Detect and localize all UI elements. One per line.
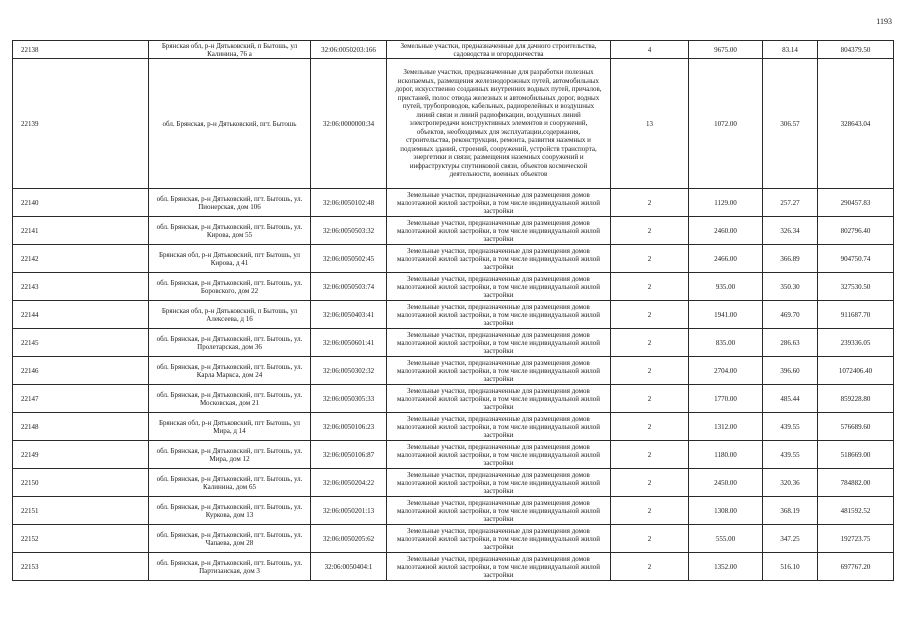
area-cell: 1312.00: [689, 413, 763, 441]
cadastral-number-cell: 32:06:0050204:22: [311, 469, 387, 497]
row-number-cell: 22144: [13, 301, 149, 329]
total-value-cell: 804379.50: [818, 41, 894, 59]
category-code-cell: 2: [611, 553, 689, 581]
land-use-cell: Земельные участки, предназначенные для дачного строительства, садоводства и огородничества: [387, 41, 611, 59]
table-row: [13, 217, 894, 245]
category-code-cell: 2: [611, 217, 689, 245]
address-cell: обл. Брянская, р-н Дятьковский, пгт. Бытошь, ул. Калинина, дом 65: [149, 469, 311, 497]
total-value-cell: 911687.70: [818, 301, 894, 329]
row-number-cell: 22138: [13, 41, 149, 59]
unit-value-cell: 347.25: [763, 525, 818, 553]
cadastral-number-cell: 32:06:0050403:41: [311, 301, 387, 329]
address-cell: Брянская обл, р-н Дятьковский, пгт Бытошь, ул Мира, д 14: [149, 413, 311, 441]
cadastral-number-cell: 32:06:0050302:32: [311, 357, 387, 385]
unit-value-cell: 326.34: [763, 217, 818, 245]
land-use-cell: Земельные участки, предназначенные для разработки полезных ископаемых, размещения железнодорожных путей, автомобильных дорог, искусственно созданных внутренних водных путей, причалов, пристаней, полос отвода железных и автомобильных дорог, водных путей, трубопроводов, кабельных, радиорелейных и воздушных линий связи и линий радиофикации, воздушных линий электропередачи конструктивных элементов и сооружений, объектов, необходимых для эксплуатации,содержания, строительства, реконструкции, ремонта, развития наземных и подземных зданий, строений, сооружений, устройств транспорта, энергетики и связи; размещения наземных сооружений и инфраструктуры спутниковой связи, объектов космической деятельности, военных объектов: [387, 59, 611, 189]
table-row: [13, 41, 894, 59]
table-row: [13, 301, 894, 329]
total-value-cell: 697767.20: [818, 553, 894, 581]
address-cell: обл. Брянская, р-н Дятьковский, пгт. Бытошь, ул. Пролетарская, дом 36: [149, 329, 311, 357]
category-code-cell: 2: [611, 525, 689, 553]
row-number-cell: 22149: [13, 441, 149, 469]
unit-value-cell: 485.44: [763, 385, 818, 413]
unit-value-cell: 257.27: [763, 189, 818, 217]
unit-value-cell: 396.60: [763, 357, 818, 385]
unit-value-cell: 286.63: [763, 329, 818, 357]
table-body: [13, 41, 894, 581]
area-cell: 2704.00: [689, 357, 763, 385]
category-code-cell: 2: [611, 413, 689, 441]
total-value-cell: 518669.00: [818, 441, 894, 469]
total-value-cell: 859228.80: [818, 385, 894, 413]
land-use-cell: Земельные участки, предназначенные для размещения домов малоэтажной жилой застройки, в том числе индивидуальной жилой застройки: [387, 413, 611, 441]
land-use-cell: Земельные участки, предназначенные для размещения домов малоэтажной жилой застройки, в том числе индивидуальной жилой застройки: [387, 385, 611, 413]
area-cell: 2450.00: [689, 469, 763, 497]
cadastral-number-cell: 32:06:0050503:74: [311, 273, 387, 301]
unit-value-cell: 83.14: [763, 41, 818, 59]
area-cell: 9675.00: [689, 41, 763, 59]
total-value-cell: 904750.74: [818, 245, 894, 273]
category-code-cell: 2: [611, 273, 689, 301]
address-cell: обл. Брянская, р-н Дятьковский, пгт. Бытошь, ул. Партизанская, дом 3: [149, 553, 311, 581]
unit-value-cell: 350.30: [763, 273, 818, 301]
address-cell: обл. Брянская, р-н Дятьковский, пгт. Бытошь, ул. Пионерская, дом 106: [149, 189, 311, 217]
cadastral-number-cell: 32:06:0050601:41: [311, 329, 387, 357]
land-use-cell: Земельные участки, предназначенные для размещения домов малоэтажной жилой застройки, в том числе индивидуальной жилой застройки: [387, 553, 611, 581]
unit-value-cell: 320.36: [763, 469, 818, 497]
address-cell: обл. Брянская, р-н Дятьковский, пгт. Бытошь, ул. Московская, дом 21: [149, 385, 311, 413]
category-code-cell: 2: [611, 357, 689, 385]
unit-value-cell: 516.10: [763, 553, 818, 581]
table-row: [13, 59, 894, 189]
area-cell: 835.00: [689, 329, 763, 357]
total-value-cell: 576689.60: [818, 413, 894, 441]
table-row: [13, 469, 894, 497]
land-use-cell: Земельные участки, предназначенные для размещения домов малоэтажной жилой застройки, в том числе индивидуальной жилой застройки: [387, 245, 611, 273]
unit-value-cell: 439.55: [763, 441, 818, 469]
table-row: [13, 441, 894, 469]
area-cell: 1072.00: [689, 59, 763, 189]
land-use-cell: Земельные участки, предназначенные для размещения домов малоэтажной жилой застройки, в том числе индивидуальной жилой застройки: [387, 189, 611, 217]
address-cell: обл. Брянская, р-н Дятьковский, пгт. Бытошь, ул. Боровского, дом 22: [149, 273, 311, 301]
row-number-cell: 22146: [13, 357, 149, 385]
category-code-cell: 2: [611, 189, 689, 217]
cadastral-number-cell: 32:06:0050102:48: [311, 189, 387, 217]
row-number-cell: 22142: [13, 245, 149, 273]
row-number-cell: 22140: [13, 189, 149, 217]
cadastral-number-cell: 32:06:0050404:1: [311, 553, 387, 581]
land-use-cell: Земельные участки, предназначенные для размещения домов малоэтажной жилой застройки, в том числе индивидуальной жилой застройки: [387, 357, 611, 385]
row-number-cell: 22150: [13, 469, 149, 497]
total-value-cell: 239336.05: [818, 329, 894, 357]
land-use-cell: Земельные участки, предназначенные для размещения домов малоэтажной жилой застройки, в том числе индивидуальной жилой застройки: [387, 441, 611, 469]
category-code-cell: 2: [611, 245, 689, 273]
cadastral-number-cell: 32:06:0050203:166: [311, 41, 387, 59]
area-cell: 2466.00: [689, 245, 763, 273]
row-number-cell: 22139: [13, 59, 149, 189]
land-use-cell: Земельные участки, предназначенные для размещения домов малоэтажной жилой застройки, в том числе индивидуальной жилой застройки: [387, 469, 611, 497]
category-code-cell: 2: [611, 497, 689, 525]
address-cell: обл. Брянская, р-н Дятьковский, пгт. Бытошь: [149, 59, 311, 189]
total-value-cell: 327530.50: [818, 273, 894, 301]
cadastral-number-cell: 32:06:0050106:23: [311, 413, 387, 441]
address-cell: обл. Брянская, р-н Дятьковский, пгт. Бытошь, ул. Мира, дом 12: [149, 441, 311, 469]
cadastral-number-cell: 32:06:0050106:87: [311, 441, 387, 469]
table-row: [13, 357, 894, 385]
cadastral-number-cell: 32:06:0050205:62: [311, 525, 387, 553]
total-value-cell: 481592.52: [818, 497, 894, 525]
table-row: [13, 497, 894, 525]
cadastral-number-cell: 32:06:0050305:33: [311, 385, 387, 413]
table-row: [13, 525, 894, 553]
area-cell: 935.00: [689, 273, 763, 301]
land-use-cell: Земельные участки, предназначенные для размещения домов малоэтажной жилой застройки, в том числе индивидуальной жилой застройки: [387, 525, 611, 553]
land-use-cell: Земельные участки, предназначенные для размещения домов малоэтажной жилой застройки, в том числе индивидуальной жилой застройки: [387, 329, 611, 357]
category-code-cell: 2: [611, 441, 689, 469]
category-code-cell: 4: [611, 41, 689, 59]
row-number-cell: 22143: [13, 273, 149, 301]
cadastral-number-cell: 32:06:0050502:45: [311, 245, 387, 273]
table-row: [13, 553, 894, 581]
area-cell: 1129.00: [689, 189, 763, 217]
category-code-cell: 2: [611, 469, 689, 497]
table-row: [13, 413, 894, 441]
unit-value-cell: 366.89: [763, 245, 818, 273]
total-value-cell: 784882.00: [818, 469, 894, 497]
cadastral-value-table: [12, 40, 894, 581]
row-number-cell: 22141: [13, 217, 149, 245]
area-cell: 2460.00: [689, 217, 763, 245]
unit-value-cell: 439.55: [763, 413, 818, 441]
row-number-cell: 22153: [13, 553, 149, 581]
category-code-cell: 2: [611, 301, 689, 329]
area-cell: 1180.00: [689, 441, 763, 469]
unit-value-cell: 368.19: [763, 497, 818, 525]
total-value-cell: 802796.40: [818, 217, 894, 245]
cadastral-number-cell: 32:06:0000000:34: [311, 59, 387, 189]
address-cell: обл. Брянская, р-н Дятьковский, пгт. Бытошь, ул. Карла Маркса, дом 24: [149, 357, 311, 385]
address-cell: обл. Брянская, р-н Дятьковский, пгт. Бытошь, ул. Чапаева, дом 28: [149, 525, 311, 553]
table-row: [13, 329, 894, 357]
land-use-cell: Земельные участки, предназначенные для размещения домов малоэтажной жилой застройки, в том числе индивидуальной жилой застройки: [387, 273, 611, 301]
unit-value-cell: 469.70: [763, 301, 818, 329]
total-value-cell: 1072406.40: [818, 357, 894, 385]
land-use-cell: Земельные участки, предназначенные для размещения домов малоэтажной жилой застройки, в том числе индивидуальной жилой застройки: [387, 217, 611, 245]
row-number-cell: 22148: [13, 413, 149, 441]
row-number-cell: 22145: [13, 329, 149, 357]
table-row: [13, 273, 894, 301]
address-cell: Брянская обл, р-н Дятьковский, п Бытошь, ул Калинина, 76 а: [149, 41, 311, 59]
table-row: [13, 385, 894, 413]
category-code-cell: 13: [611, 59, 689, 189]
land-use-cell: Земельные участки, предназначенные для размещения домов малоэтажной жилой застройки, в том числе индивидуальной жилой застройки: [387, 301, 611, 329]
cadastral-number-cell: 32:06:0050503:32: [311, 217, 387, 245]
total-value-cell: 192723.75: [818, 525, 894, 553]
address-cell: обл. Брянская, р-н Дятьковский, пгт. Бытошь, ул. Кирова, дом 55: [149, 217, 311, 245]
row-number-cell: 22147: [13, 385, 149, 413]
land-use-cell: Земельные участки, предназначенные для размещения домов малоэтажной жилой застройки, в том числе индивидуальной жилой застройки: [387, 497, 611, 525]
row-number-cell: 22151: [13, 497, 149, 525]
address-cell: обл. Брянская, р-н Дятьковский, пгт. Бытошь, ул. Куркова, дом 13: [149, 497, 311, 525]
address-cell: Брянская обл, р-н Дятьковский, п Бытошь, ул Алексеева, д 16: [149, 301, 311, 329]
address-cell: Брянская обл, р-н Дятьковский, пгт Бытошь, ул Кирова, д 41: [149, 245, 311, 273]
table-row: [13, 245, 894, 273]
cadastral-number-cell: 32:06:0050201:13: [311, 497, 387, 525]
total-value-cell: 290457.83: [818, 189, 894, 217]
category-code-cell: 2: [611, 385, 689, 413]
area-cell: 1941.00: [689, 301, 763, 329]
area-cell: 1770.00: [689, 385, 763, 413]
category-code-cell: 2: [611, 329, 689, 357]
area-cell: 555.00: [689, 525, 763, 553]
unit-value-cell: 306.57: [763, 59, 818, 189]
area-cell: 1308.00: [689, 497, 763, 525]
total-value-cell: 328643.04: [818, 59, 894, 189]
area-cell: 1352.00: [689, 553, 763, 581]
row-number-cell: 22152: [13, 525, 149, 553]
table-row: [13, 189, 894, 217]
page-number: 1193: [876, 17, 892, 26]
